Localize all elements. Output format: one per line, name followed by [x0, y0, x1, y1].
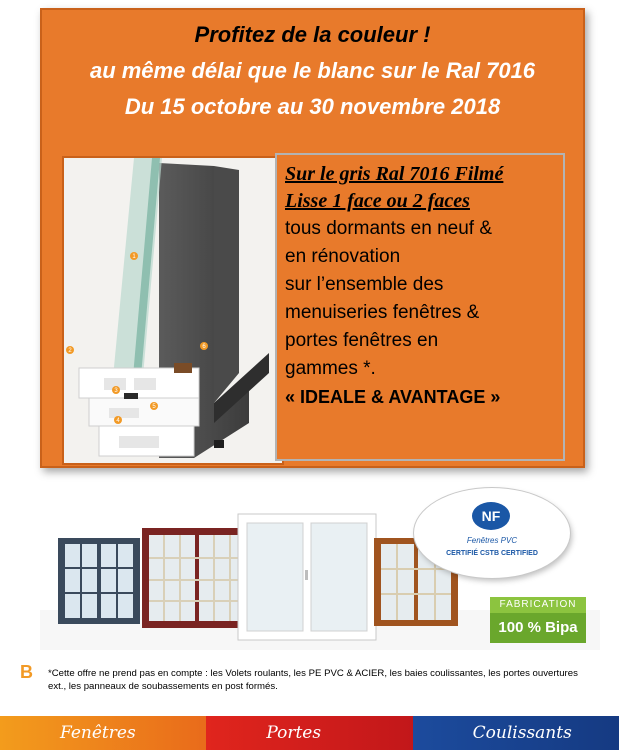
offer-body-line: menuiseries fenêtres &: [285, 302, 480, 323]
offer-body-line: portes fenêtres en: [285, 330, 439, 351]
fabrication-badge: [490, 597, 586, 643]
callout-5: 5: [152, 404, 156, 410]
offer-body-line: gammes *.: [285, 358, 376, 379]
callout-6: 6: [202, 344, 206, 350]
fabrication-label: FABRICATION: [490, 597, 586, 613]
offer-italic-line-2: Lisse 1 face ou 2 faces: [285, 190, 470, 212]
product-band: [0, 716, 619, 750]
offer-body-line: tous dormants en neuf &: [285, 218, 493, 239]
callout-2: 2: [68, 348, 72, 354]
anthracite-window: [58, 538, 140, 624]
nf-logo: NF: [472, 502, 510, 530]
callout-3: 3: [114, 388, 118, 394]
window-profile-illustration: [64, 158, 282, 463]
bipa-logo-icon: B: [20, 662, 33, 682]
callout-1: 1: [132, 254, 136, 260]
promo-title: Profitez de la couleur !: [194, 22, 431, 47]
burgundy-window: [142, 528, 252, 628]
promo-subtitle: au même délai que le blanc sur le Ral 7016: [89, 58, 536, 83]
band-item-portes: Portes: [206, 716, 412, 750]
promo-card: [40, 8, 585, 468]
callout-4: 4: [116, 418, 120, 424]
band-item-coulissants: Coulissants: [413, 716, 619, 750]
offer-range: « IDEALE & AVANTAGE »: [285, 387, 501, 407]
offer-body-line: sur l’ensemble des: [285, 274, 444, 295]
promo-dates: Du 15 octobre au 30 novembre 2018: [124, 94, 501, 119]
offer-footnote: *Cette offre ne prend pas en compte : les Volets roulants, les PE PVC & ACIER, les baies coulissantes, les portes ouvertures ext., les panneaux de soubassements en post formés.: [48, 668, 578, 692]
window-profile-photo: [62, 156, 284, 465]
nf-product: Fenêtres PVC: [466, 536, 518, 545]
white-window: [238, 514, 376, 640]
offer-text-box: [275, 153, 565, 461]
offer-body-line: en rénovation: [285, 246, 401, 267]
nf-certification-badge: [414, 488, 570, 578]
cstb-label: CERTIFIÉ CSTB CERTIFIED: [446, 550, 538, 557]
fabrication-value: 100 % Bipa: [490, 613, 586, 643]
offer-italic-line-1: Sur le gris Ral 7016 Filmé: [285, 163, 504, 185]
band-item-fenetres: Fenêtres: [0, 716, 206, 750]
